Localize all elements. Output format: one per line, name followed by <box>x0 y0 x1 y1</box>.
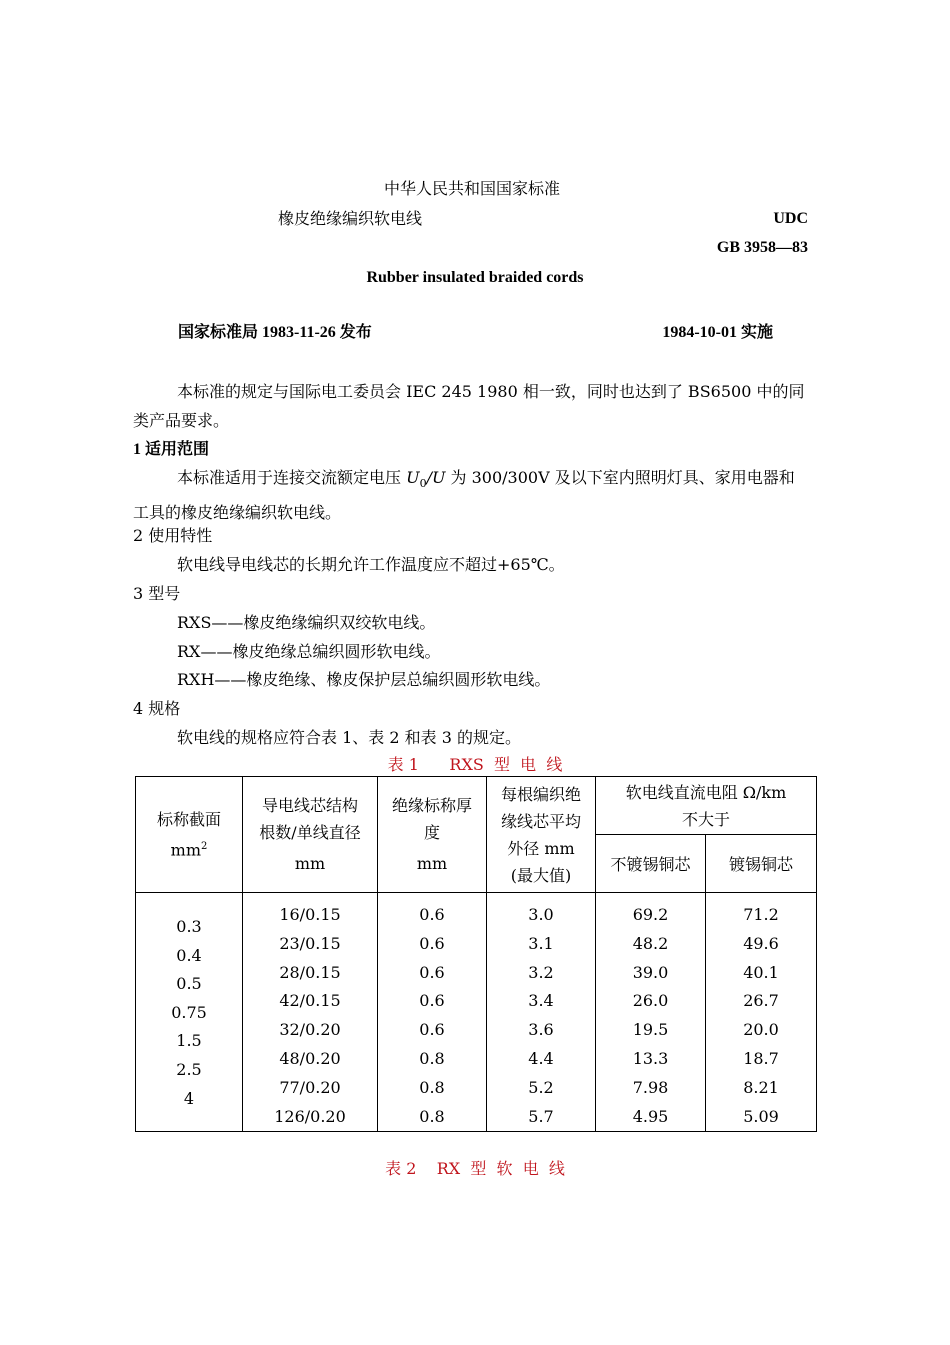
table-cell: 49.6 <box>743 933 779 953</box>
table-cell: 20.0 <box>743 1020 779 1040</box>
header-text: 不大于 <box>681 809 730 829</box>
table-cell: 1.5 <box>176 1031 202 1051</box>
udc-label: UDC <box>773 210 808 227</box>
header-braided-diameter <box>487 777 596 893</box>
table-cell: 0.6 <box>419 905 445 924</box>
table-cell: 4.95 <box>632 1106 669 1126</box>
column-insulation-thickness <box>378 893 487 1132</box>
table-cell: 77/0.20 <box>279 1077 341 1097</box>
table-cell: 19.5 <box>632 1020 669 1040</box>
section-1-paragraph <box>133 463 808 527</box>
section-2-paragraph: 软电线导电线芯的长期允许工作温度应不超过+65℃。 <box>177 555 565 574</box>
column-resistance-plain <box>596 893 706 1132</box>
table-cell: 5.09 <box>743 1106 779 1126</box>
table-cell: 3.1 <box>528 933 554 953</box>
header-nominal-section <box>136 777 243 893</box>
model-item: RXH——橡皮绝缘、橡皮保护层总编织圆形软电线。 <box>177 670 551 689</box>
table-cell: 0.6 <box>419 1020 445 1040</box>
issue-date: 国家标准局 1983-11-26 发布 <box>178 324 372 341</box>
table-cell: 0.8 <box>419 1048 445 1068</box>
table-cell: 0.6 <box>419 962 445 982</box>
header-text: 根数/单线直径 <box>259 823 361 842</box>
table-cell: 0.6 <box>419 933 445 953</box>
table-1 <box>135 776 817 1132</box>
table-cell: 26.7 <box>743 991 779 1011</box>
section-3-heading: 3 型号 <box>133 584 181 603</box>
table-cell: 0.3 <box>176 917 202 936</box>
s1-text-b: 为 300/300V 及以下室内照明灯具、家用电器和工具的橡皮绝缘编织软电线。 <box>133 468 795 523</box>
header-unit: mm <box>416 854 448 873</box>
section-1-title: 1 适用范围 <box>133 441 210 458</box>
s1-slash-u: /U <box>426 468 446 487</box>
column-conductor-structure <box>243 893 378 1132</box>
table-cell: 0.6 <box>419 991 445 1011</box>
header-text: 度 <box>423 823 440 842</box>
table-cell: 126/0.20 <box>274 1106 346 1126</box>
table-cell: 2.5 <box>176 1059 202 1079</box>
national-standard-title: 中华人民共和国国家标准 <box>384 179 561 198</box>
header-text: 每根编织绝 <box>500 784 581 804</box>
s1-u0: U <box>406 468 420 487</box>
intro-paragraph: 本标准的规定与国际电工委员会 IEC 245 1980 相一致，同时也达到了 BS6500 中的同类产品要求。 <box>133 382 805 430</box>
table-cell: 7.98 <box>632 1077 669 1097</box>
standard-title-cn: 橡皮绝缘编织软电线 <box>278 209 423 228</box>
unit-text: mm <box>170 840 201 860</box>
header-text: 外径 mm <box>507 838 575 858</box>
table-cell: 42/0.15 <box>279 991 341 1011</box>
section-2-heading: 2 使用特性 <box>133 526 213 545</box>
table-cell: 3.0 <box>528 905 554 924</box>
table-cell: 4.4 <box>528 1048 554 1068</box>
table-cell: 48.2 <box>632 933 669 953</box>
table-cell: 23/0.15 <box>279 933 341 953</box>
table-cell: 0.5 <box>176 974 202 994</box>
header-text: 软电线直流电阻 Ω/km <box>625 782 787 802</box>
table-cell: 32/0.20 <box>279 1020 341 1040</box>
effective-date: 1984-10-01 实施 <box>662 324 773 341</box>
section-1-heading <box>133 434 808 464</box>
s1-sub: 0 <box>419 477 427 491</box>
table-cell: 28/0.15 <box>279 962 341 982</box>
table-cell: 0.8 <box>419 1106 445 1126</box>
table-cell: 71.2 <box>743 905 779 924</box>
section-4-heading: 4 规格 <box>133 699 181 718</box>
header-text: 标称截面 <box>156 809 221 829</box>
header-unit: mm <box>294 854 326 873</box>
table-cell: 5.2 <box>528 1077 554 1097</box>
table-cell: 16/0.15 <box>279 905 341 924</box>
table-cell: 4 <box>183 1088 195 1108</box>
header-unit <box>136 833 242 863</box>
column-resistance-tinned <box>706 893 817 1132</box>
header-dc-resistance <box>596 777 817 835</box>
standard-code: GB 3958—83 <box>716 239 808 256</box>
standard-title-en: Rubber insulated braided cords <box>366 269 584 286</box>
table-cell: 26.0 <box>632 991 669 1011</box>
table-cell: 5.7 <box>528 1106 554 1126</box>
header-insulation-thickness <box>378 777 487 893</box>
unit-superscript: 2 <box>200 840 208 852</box>
header-text: 缘线芯平均 <box>500 811 581 831</box>
column-braided-diameter <box>487 893 596 1132</box>
table-cell: 3.2 <box>528 962 554 982</box>
table-2-caption: 表 2 RX 型 软 电 线 <box>385 1159 565 1178</box>
table-cell: 13.3 <box>632 1048 669 1068</box>
table-cell: 8.21 <box>743 1077 779 1097</box>
table-cell: 3.4 <box>528 991 554 1011</box>
table-cell: 0.75 <box>171 1002 207 1022</box>
header-tinned-copper: 镀锡铜芯 <box>706 835 817 893</box>
table-cell: 3.6 <box>528 1020 554 1040</box>
table-cell: 39.0 <box>632 962 669 982</box>
table-cell: 18.7 <box>743 1048 779 1068</box>
table-1-caption: 表 1 RXS 型 电 线 <box>387 755 563 774</box>
header-plain-copper: 不镀锡铜芯 <box>596 835 706 893</box>
column-nominal-section <box>136 893 243 1132</box>
section-4-paragraph: 软电线的规格应符合表 1、表 2 和表 3 的规定。 <box>177 728 521 747</box>
table-cell: 69.2 <box>632 905 669 924</box>
header-conductor-structure <box>243 777 378 893</box>
table-cell: 0.4 <box>176 945 202 965</box>
model-item: RXS——橡皮绝缘编织双绞软电线。 <box>177 613 436 632</box>
header-text: (最大值) <box>510 865 572 885</box>
s1-text-a: 本标准适用于连接交流额定电压 <box>177 468 407 487</box>
table-cell: 40.1 <box>743 962 779 982</box>
model-item: RX——橡皮绝缘总编织圆形软电线。 <box>177 642 441 661</box>
table-cell: 48/0.20 <box>279 1048 341 1068</box>
table-cell: 0.8 <box>419 1077 445 1097</box>
header-text: 绝缘标称厚 <box>391 796 472 815</box>
header-text: 导电线芯结构 <box>261 796 358 815</box>
